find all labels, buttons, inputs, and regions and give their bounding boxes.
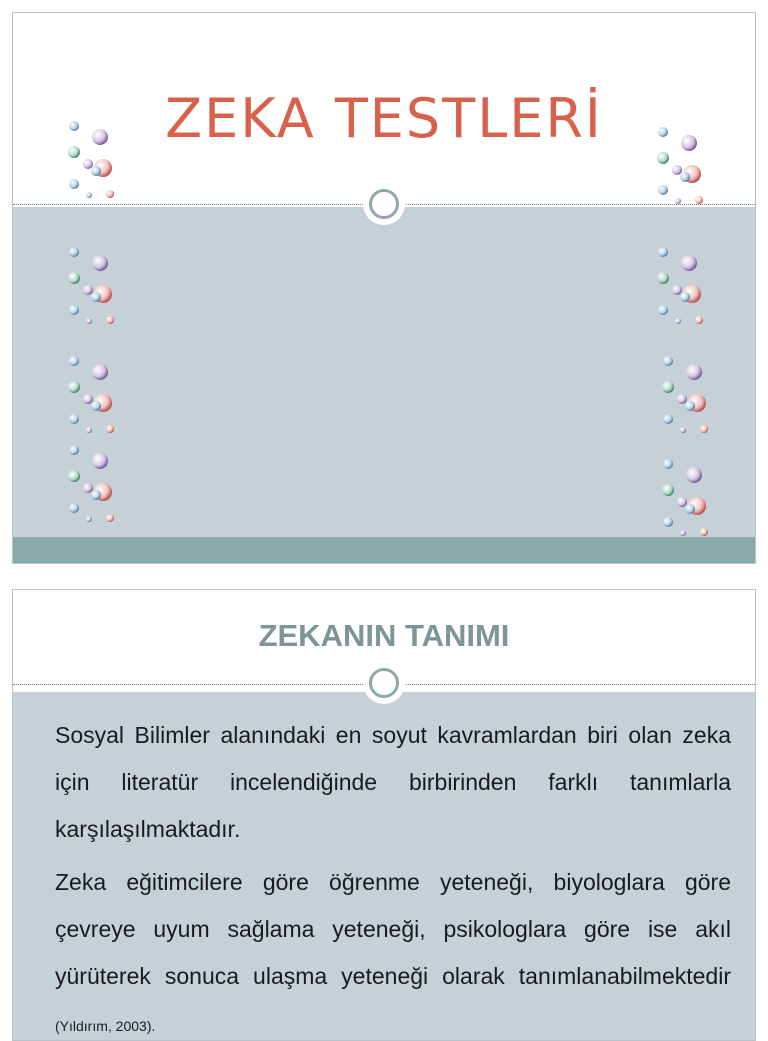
paragraph-text: Zeka eğitimcilere göre öğrenme yeteneği, biyologlara göre çevreye uyum sağlama yeteneği, psikologlara göre ise akıl yürüterek sonuca ulaşma yeteneği olarak tanımlanabilmektedir <box>55 869 731 989</box>
slide-body-area <box>13 207 755 537</box>
slide-title: ZEKA TESTLERİ <box>165 87 603 150</box>
bubble-cluster-icon <box>661 459 711 539</box>
slide-title: ZEKANIN TANIMI <box>258 618 510 653</box>
title-slide <box>12 12 756 564</box>
bubble-cluster-icon <box>67 121 117 201</box>
paragraph: Sosyal Bilimler alanındaki en soyut kavramlardan biri olan zeka için literatür incelendiğinde birbirinden farklı tanımlarla karşılaşılmaktadır. <box>55 722 731 842</box>
content-slide <box>12 589 756 1041</box>
bubble-cluster-icon <box>67 445 117 525</box>
paragraph <box>55 859 731 1041</box>
bubble-cluster-icon <box>656 127 706 207</box>
bubble-cluster-icon <box>661 356 711 436</box>
bubble-cluster-icon <box>67 356 117 436</box>
citation: (Yıldırım, 2003). <box>55 1018 156 1034</box>
ring-ornament-icon <box>363 662 405 704</box>
bubble-cluster-icon <box>67 247 117 327</box>
slide-text-body <box>55 712 731 1041</box>
bubble-cluster-icon <box>656 247 706 327</box>
footer-band <box>13 537 755 563</box>
ring-ornament-icon <box>363 183 405 225</box>
